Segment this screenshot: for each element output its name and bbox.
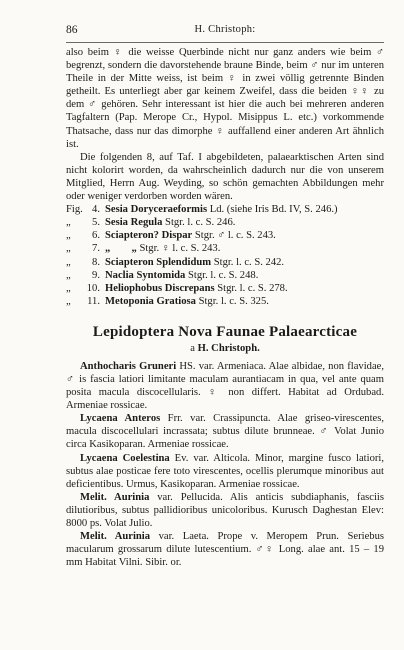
section-byline: a H. Christoph.	[190, 342, 260, 354]
figure-item: „ 11. Metoponia Gratiosa Stgr. l. c. S. 325.	[66, 295, 269, 307]
species-entry: Melit. Aurinia var. Pellucida. Alis anticis subdiaphanis, fasciis dilutioribus, subtus pallidioribus unicoloribus. Kurusch Daghestan Elev: 8000 ps. Volat Julio.	[66, 491, 384, 529]
figure-item: „ 9. Naclia Syntomida Stgr. l. c. S. 248.	[66, 269, 259, 281]
page-header	[66, 24, 384, 38]
species-entry: Anthocharis Gruneri HS. var. Armeniaca. Alae albidae, non flavidae, ♂ is fascia latiori limitante maculam aurantiacam in qua, vel ante quam posita macula discocellularis. ♀ non differt. Habitat ad Ordubad. Armeniae rossicae.	[66, 360, 385, 412]
species-entry: Lycaena Anteros Frr. var. Crassipuncta. Alae griseo-virescentes, macula discocellulari incrassata; subtus dilute brunneae. ♂ Volat Junio circa Kasikoparan. Armeniae rossicae.	[66, 413, 384, 451]
figures-intro-paragraph: Die folgenden 8, auf Taf. I abgebildeten, palaearktischen Arten sind nicht kolorirt worden, da wahrscheinlich dadurch nur die von unserem Mitglied, Herrn Aug. Weyding, so schön gemachten Abbildungen mehr oder weniger verdorben worden wären.	[66, 151, 384, 203]
figure-item: Fig. 4. Sesia Doryceraeformis Ld. (siehe Iris Bd. IV, S. 246.)	[66, 204, 338, 216]
figure-list	[66, 203, 384, 308]
figure-item: „ 6. Sciapteron? Dispar Stgr. ♂ l. c. S. 243.	[66, 230, 276, 242]
header-rule	[66, 42, 384, 43]
running-head: H. Christoph:	[194, 24, 256, 35]
species-entry: Lycaena Coelestina Ev. var. Alticola. Minor, margine fusco latiori, subtus alae posticae fere toto virescentes, ocellis plerumque minoribus aut deficientibus. Urmus, Kasikoparan. Armeniae rossicae.	[66, 452, 384, 490]
intro-paragraph: also beim ♀ die weisse Querbinde nicht nur ganz anders wie beim ♂ begrenzt, sondern die davorstehende braune Binde, beim ♂ nur im unteren Theile in der Mitte weiss, ist beim ♀ in zwei völlig getrennte Binden getheilt. Es unterliegt aber gar keinem Zweifel, dass die beiden ♀♀ zu dem ♂ gehören. Sehr interessant ist hier die auch bei mehreren anderen Tagfaltern (Pap. Merope Cr., Hypol. Misippus L. etc.) vorkommende Thatsache, dass nur das dimorphe ♀ auffallend einer anderen Art ähnlich ist.	[66, 47, 384, 150]
species-entry: Melit. Aurinia var. Laeta. Prope v. Meropem Prun. Seriebus macularum grossarum dilute lutescentium. ♂♀ Long. alae ant. 15 – 19 mm Habitat Vilni. Sibir. or.	[66, 531, 384, 569]
figure-item: „ 5. Sesia Regula Stgr. l. c. S. 246.	[66, 217, 236, 229]
figure-item: „ 8. Sciapteron Splendidum Stgr. l. c. S. 242.	[66, 256, 285, 268]
section-title: Lepidoptera Nova Faunae Palaearcticae	[92, 323, 358, 340]
page-number: 86	[66, 24, 78, 36]
figure-item: „ 7. „ „ Stgr. ♀ l. c. S. 243.	[66, 243, 221, 255]
figure-item: „ 10. Heliophobus Discrepans Stgr. l. c. S. 278.	[66, 282, 288, 294]
